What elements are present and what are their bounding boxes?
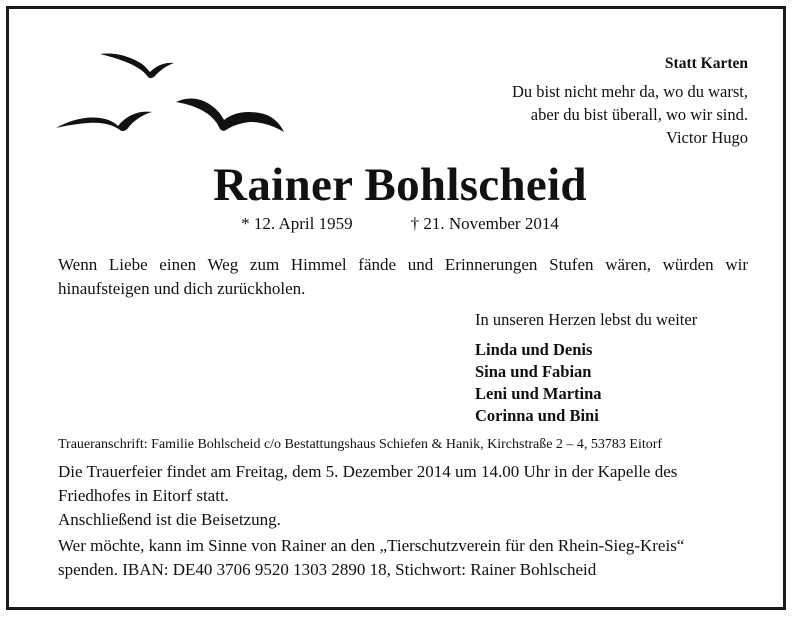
ceremony-info xyxy=(58,460,748,532)
bird-right xyxy=(176,99,284,132)
quote-block xyxy=(388,52,748,149)
birds-illustration xyxy=(52,46,292,146)
quote-line: aber du bist überall, wo wir sind. xyxy=(530,105,748,124)
life-dates xyxy=(0,214,800,234)
statt-karten-label: Statt Karten xyxy=(664,55,748,72)
mourner-name: Sina und Fabian xyxy=(475,362,592,381)
birth-date: * 12. April 1959 xyxy=(241,214,353,233)
bird-top xyxy=(100,53,174,78)
bird-left xyxy=(56,112,152,131)
quote-author: Victor Hugo xyxy=(666,128,748,147)
mourner-name: Leni und Martina xyxy=(475,384,602,403)
burial-text: Anschließend ist die Beisetzung. xyxy=(58,510,281,529)
mourner-name: Linda und Denis xyxy=(475,340,593,359)
mourning-address: Traueranschrift: Familie Bohlscheid c/o Bestattungshaus Schiefen & Hanik, Kirchstraße 2 – 4, 53783 Eitorf xyxy=(58,437,663,452)
death-date: † 21. November 2014 xyxy=(410,214,559,233)
intro-text: Wenn Liebe einen Weg zum Himmel fände und Erinnerungen Stufen wären, würden wir hinaufsteigen und dich zurückholen. xyxy=(58,255,748,298)
quote-line: Du bist nicht mehr da, wo du warst, xyxy=(511,82,748,101)
mourners-block xyxy=(475,308,775,427)
donation-text: Wer möchte, kann im Sinne von Rainer an den „Tierschutzverein für den Rhein-Sieg-Kreis“ spenden. IBAN: DE40 3706 9520 1303 2890 18, Stichwort: Rainer Bohlscheid xyxy=(58,536,685,579)
ceremony-text: Die Trauerfeier findet am Freitag, dem 5. Dezember 2014 um 14.00 Uhr in der Kapelle des Friedhofes in Eitorf statt. xyxy=(58,462,678,505)
mourners-heading: In unseren Herzen lebst du weiter xyxy=(475,310,698,329)
deceased-name: Rainer Bohlscheid xyxy=(213,159,587,211)
mourner-name: Corinna und Bini xyxy=(475,406,599,425)
